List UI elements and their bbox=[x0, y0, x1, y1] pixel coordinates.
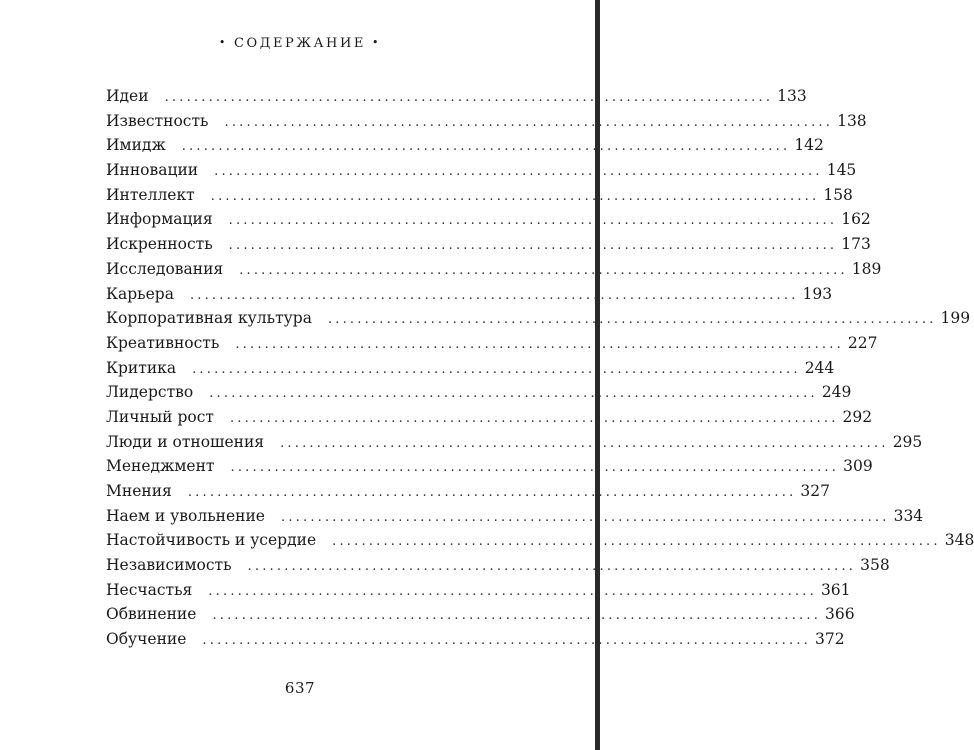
toc-entry-title: Несчастья bbox=[106, 580, 193, 599]
toc-entry bbox=[106, 109, 867, 134]
toc-entry-title: Люди и отношения bbox=[106, 432, 265, 451]
toc-entry bbox=[106, 84, 807, 109]
header-bullet-left: • bbox=[218, 36, 228, 49]
toc-dot-leader: ................................................................................... bbox=[327, 312, 937, 328]
toc-entry-title: Исследования bbox=[106, 259, 224, 278]
toc-entry-page: 173 bbox=[841, 235, 871, 254]
toc-dot-leader: ................................................................................... bbox=[164, 90, 774, 105]
toc-entry-title: Известность bbox=[106, 111, 209, 130]
toc-entry-page: 133 bbox=[777, 87, 807, 105]
toc-dot-leader: ................................................................................... bbox=[235, 336, 844, 352]
toc-entry bbox=[106, 479, 831, 504]
toc-entry bbox=[106, 528, 974, 553]
page-number: 637 bbox=[284, 679, 316, 697]
toc-entry bbox=[106, 232, 871, 257]
header-bullet-right: • bbox=[372, 36, 382, 49]
toc-entry-page: 189 bbox=[851, 259, 882, 278]
toc-entry-page: 249 bbox=[821, 383, 852, 402]
toc-entry-title: Интеллект bbox=[106, 185, 195, 204]
toc-entry-page: 309 bbox=[843, 457, 873, 476]
toc-entry bbox=[106, 331, 878, 356]
toc-dot-leader: ................................................................................... bbox=[229, 410, 839, 426]
toc-entry-title: Мнения bbox=[106, 482, 172, 500]
toc-entry bbox=[106, 158, 857, 183]
toc-entry-page: 244 bbox=[804, 358, 835, 377]
table-of-contents bbox=[106, 84, 974, 652]
toc-dot-leader: ................................................................................... bbox=[230, 460, 840, 476]
toc-entry-page: 158 bbox=[823, 185, 853, 204]
toc-entry-title: Информация bbox=[106, 210, 213, 229]
toc-entry-page: 358 bbox=[860, 556, 890, 575]
toc-dot-leader: ................................................................................... bbox=[224, 114, 834, 130]
toc-entry-page: 348 bbox=[944, 531, 974, 550]
toc-entry bbox=[106, 183, 853, 208]
toc-entry-page: 199 bbox=[940, 309, 971, 328]
toc-dot-leader: ................................................................................... bbox=[280, 509, 890, 525]
toc-entry-page: 327 bbox=[800, 482, 831, 500]
toc-entry bbox=[106, 627, 845, 652]
toc-entry-page: 162 bbox=[841, 210, 871, 229]
toc-entry-title: Карьера bbox=[106, 284, 174, 303]
toc-entry-title: Обучение bbox=[106, 630, 187, 649]
toc-entry bbox=[106, 578, 851, 603]
toc-entry-title: Имидж bbox=[106, 136, 166, 155]
toc-entry-page: 366 bbox=[825, 605, 855, 624]
toc-dot-leader: ................................................................................... bbox=[210, 188, 820, 204]
toc-dot-leader: ................................................................................... bbox=[181, 139, 791, 155]
toc-entry-title: Обвинение bbox=[106, 605, 197, 624]
toc-entry-title: Креативность bbox=[106, 333, 220, 352]
toc-entry-page: 295 bbox=[892, 432, 923, 451]
toc-dot-leader: ................................................................................... bbox=[228, 213, 838, 229]
toc-entry-page: 372 bbox=[815, 630, 845, 649]
toc-entry-title: Искренность bbox=[106, 235, 213, 254]
toc-entry-page: 334 bbox=[893, 506, 924, 525]
toc-entry-title: Наем и увольнение bbox=[106, 506, 265, 525]
toc-dot-leader: ................................................................................... bbox=[202, 633, 812, 649]
toc-entry bbox=[106, 454, 873, 479]
toc-dot-leader: ................................................................................... bbox=[192, 361, 801, 377]
toc-entry bbox=[106, 282, 833, 307]
toc-entry-page: 193 bbox=[802, 284, 833, 303]
page-header bbox=[0, 36, 600, 51]
toc-entry bbox=[106, 553, 890, 578]
toc-entry bbox=[106, 380, 852, 405]
toc-entry-page: 142 bbox=[794, 136, 824, 155]
toc-entry-page: 145 bbox=[826, 161, 857, 180]
toc-entry bbox=[106, 405, 873, 430]
toc-dot-leader: ................................................................................... bbox=[247, 559, 857, 575]
toc-entry-page: 227 bbox=[847, 333, 878, 352]
toc-dot-leader: ................................................................................... bbox=[187, 485, 797, 500]
toc-dot-leader: ................................................................................... bbox=[212, 608, 822, 624]
toc-entry-title: Инновации bbox=[106, 161, 199, 180]
toc-entry bbox=[106, 356, 835, 381]
toc-entry-title: Критика bbox=[106, 358, 177, 377]
toc-entry-title: Личный рост bbox=[106, 407, 214, 426]
toc-dot-leader: ................................................................................... bbox=[332, 534, 941, 550]
toc-entry bbox=[106, 207, 871, 232]
page-title: СОДЕРЖАНИЕ bbox=[233, 36, 367, 51]
toc-entry-title: Корпоративная культура bbox=[106, 309, 312, 328]
toc-dot-leader: ................................................................................... bbox=[189, 287, 799, 303]
toc-entry bbox=[106, 504, 924, 529]
toc-entry-title: Независимость bbox=[106, 556, 232, 575]
toc-dot-leader: ................................................................................... bbox=[214, 164, 823, 180]
toc-dot-leader: ................................................................................... bbox=[239, 262, 848, 278]
toc-entry-title: Идеи bbox=[106, 87, 149, 105]
toc-entry bbox=[106, 430, 923, 455]
toc-dot-leader: ................................................................................... bbox=[280, 435, 889, 451]
toc-entry-page: 361 bbox=[820, 580, 851, 599]
toc-dot-leader: ................................................................................... bbox=[208, 583, 817, 599]
toc-entry-page: 292 bbox=[842, 407, 873, 426]
toc-entry-title: Настойчивость и усердие bbox=[106, 531, 317, 550]
toc-entry bbox=[106, 306, 971, 331]
toc-entry bbox=[106, 257, 882, 282]
toc-dot-leader: ................................................................................... bbox=[209, 386, 818, 402]
toc-entry-page: 138 bbox=[837, 111, 867, 130]
toc-entry-title: Менеджмент bbox=[106, 457, 215, 476]
toc-dot-leader: ................................................................................... bbox=[228, 238, 838, 254]
toc-entry bbox=[106, 133, 824, 158]
toc-entry bbox=[106, 602, 855, 627]
toc-entry-title: Лидерство bbox=[106, 383, 194, 402]
